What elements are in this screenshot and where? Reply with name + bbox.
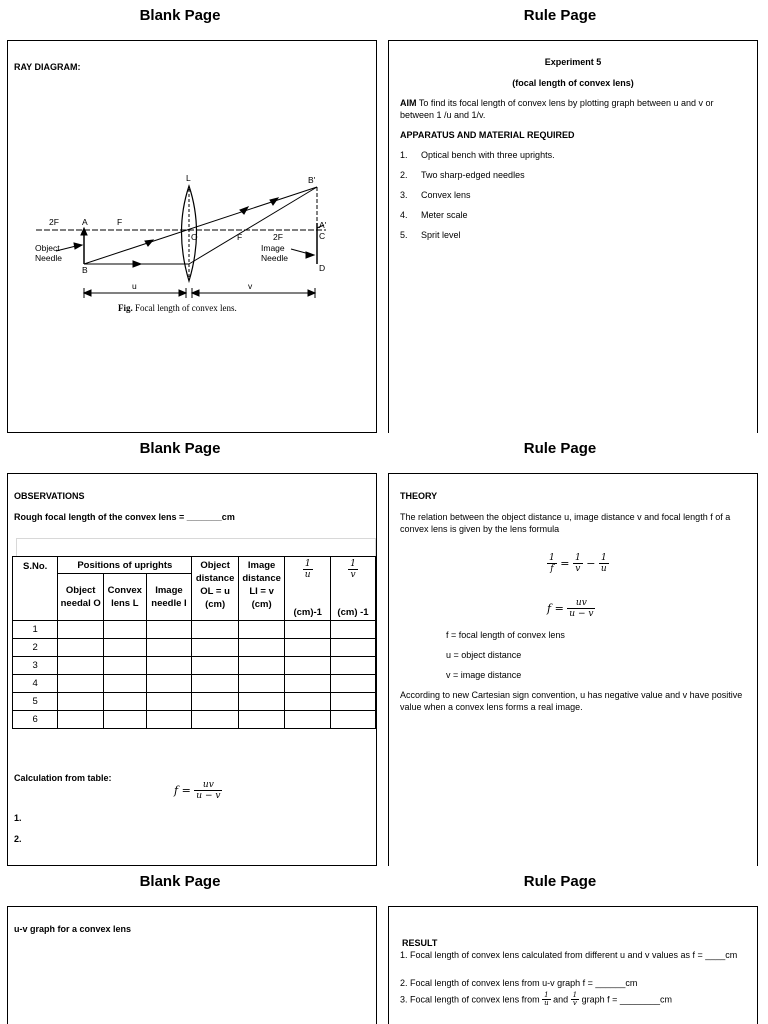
table-header-positions: Positions of uprights [58,557,192,574]
svg-text:Needle: Needle [35,253,62,263]
aim [400,97,750,121]
panel-observations [7,473,377,866]
definition-v: v = image distance [446,670,522,680]
table-header-sno: S.No. [13,557,58,621]
theory-title: THEORY [400,491,438,501]
label-f-left: F [117,217,123,227]
header-rule-page-3: Rule Page [523,873,597,890]
ray-diagram-caption: Fig. Focal length of convex lens. [118,303,237,313]
label-c: C [319,231,326,241]
panel-experiment [388,40,758,433]
label-u: u [132,281,137,291]
uv-graph-title: u-v graph for a convex lens [14,924,132,934]
panel-ray-diagram [7,40,377,433]
panel-result [388,906,758,1024]
observations-title: OBSERVATIONS [14,491,85,501]
label-o: O [191,232,198,242]
table-row: 2 [13,639,376,657]
header-blank-page-1: Blank Page [139,7,221,24]
result-item-1: 1. Focal length of convex lens calculated from different u and v values as f = ____cm [400,950,738,960]
experiment-subtitle: (focal length of convex lens) [512,78,634,88]
table-row: 6 [13,711,376,729]
table-row: 4 [13,675,376,693]
calculation-item-1: 1. [14,813,22,823]
apparatus-title: APPARATUS AND MATERIAL REQUIRED [400,130,575,140]
label-a: A [82,217,88,227]
label-d: D [319,263,326,273]
list-item: 4. Meter scale [400,210,468,220]
table-row: 5 [13,693,376,711]
header-blank-page-2: Blank Page [139,440,221,457]
label-l: L [186,173,191,183]
definition-f: f = focal length of convex lens [446,630,565,640]
table-header-image-needle: Image needle I [146,574,192,621]
f-formula: f = $\frac{uv}{u - v}$ [547,598,594,619]
table-top-strip [16,538,376,557]
label-2f-right: 2F [273,232,283,242]
ray-diagram [8,131,376,381]
apparatus-list [400,149,555,249]
list-item: 1. Optical bench with three uprights. [400,150,555,160]
label-2f-left: 2F [49,217,59,227]
table-header-image-distance: Image distance LI = v (cm) [238,557,285,621]
table-header-object-distance: Object distance OL = u (cm) [192,557,239,621]
calculation-item-2: 2. [14,834,22,844]
header-rule-page-1: Rule Page [523,7,597,24]
header-rule-page-2: Rule Page [523,440,597,457]
result-item-3: 3. Focal length of convex lens from $\frac{1}{u}$ and $\frac{1}{v}$ graph f = ________cm [400,991,672,1007]
panel-theory [388,473,758,866]
table-header-object-needal: Object needal O [58,574,104,621]
label-f-right: F [237,232,243,242]
label-image-needle: Image [261,243,285,253]
result-item-2: 2. Focal length of convex lens from u-v graph f = ______cm [400,978,638,988]
svg-text:Needle: Needle [261,253,288,263]
calculation-title: Calculation from table: [14,773,112,783]
panel-uv-graph [7,906,377,1024]
list-item: 2. Two sharp-edged needles [400,170,525,180]
result-title: RESULT [402,938,438,948]
table-row: 3 [13,657,376,675]
label-a-prime: A' [319,220,327,230]
label-object-needle: Object [35,243,60,253]
header-blank-page-3: Blank Page [139,873,221,890]
label-b: B [82,265,88,275]
experiment-number: Experiment 5 [544,57,602,67]
label-v: v [248,281,253,291]
calculation-formula: f = $\frac{uv}{u - v}$ [174,780,221,801]
list-item: 5. Sprit level [400,230,461,240]
table-header-convex-lens: Convex lens L [104,574,147,621]
theory-intro: The relation between the object distance u, image distance v and focal length f of a convex lens is given by the lens formula [400,512,731,534]
table-header-reciprocal-v: $\frac{1}{v}$ (cm) -1 [331,557,376,621]
table-header-reciprocal-u: $\frac{1}{u}$ (cm)-1 [285,557,331,621]
ray-diagram-title: RAY DIAGRAM: [14,62,81,72]
label-b-prime: B' [308,175,316,185]
lens-formula: $\frac{1}{f}$ = $\frac{1}{v}$ − $\frac{1}{u}$ [549,553,607,574]
rough-focal-length: Rough focal length of the convex lens = _______cm [14,512,235,522]
table-row: 1 [13,621,376,639]
observation-table [12,556,376,729]
sign-convention-note: According to new Cartesian sign convention, u has negative value and v have positive value when a convex lens forms a real image. [400,690,743,712]
aim-text: To find its focal length of convex lens by plotting graph between u and v or between 1 /u and 1/v. [400,98,714,120]
aim-label: AIM [400,98,417,108]
list-item: 3. Convex lens [400,190,471,200]
definition-u: u = object distance [446,650,522,660]
